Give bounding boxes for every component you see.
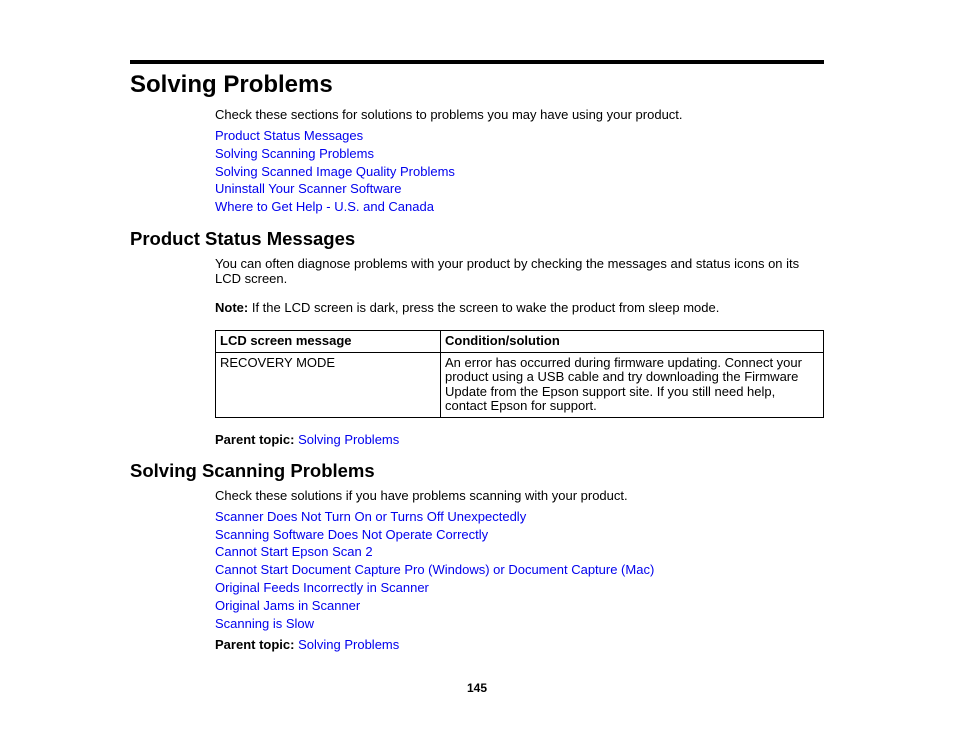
link-cannot-start-epson-scan-2[interactable]: Cannot Start Epson Scan 2 [215,544,373,559]
parent-topic-link[interactable]: Solving Problems [298,432,400,447]
page-number: 145 [466,681,488,695]
column-header-message: LCD screen message [216,331,441,353]
section-intro: Check these sections for solutions to problems you may have using your product. [215,107,683,122]
link-scanning-software-does-not-operate[interactable]: Scanning Software Does Not Operate Correctly [215,527,489,542]
parent-topic-label: Parent topic: [215,637,295,652]
link-scanning-is-slow[interactable]: Scanning is Slow [215,616,314,631]
heading-product-status-messages: Product Status Messages [130,228,356,249]
parent-topic-label: Parent topic: [215,432,295,447]
header-rule [130,60,824,64]
cell-message: RECOVERY MODE [216,352,441,417]
link-cannot-start-document-capture[interactable]: Cannot Start Document Capture Pro (Windows) or Document Capture (Mac) [215,562,655,577]
parent-topic-link[interactable]: Solving Problems [298,637,400,652]
note-text: If the LCD screen is dark, press the screen to wake the product from sleep mode. [248,300,720,315]
scanning-intro: Check these solutions if you have problems scanning with your product. [215,488,628,503]
link-original-jams[interactable]: Original Jams in Scanner [215,598,361,613]
status-table [215,330,824,418]
parent-topic-scanning [215,637,399,652]
link-solving-scanning-problems[interactable]: Solving Scanning Problems [215,146,374,161]
link-original-feeds-incorrectly[interactable]: Original Feeds Incorrectly in Scanner [215,580,429,595]
table-header-row [216,331,824,353]
note-label: Note: [215,300,249,315]
link-scanner-does-not-turn-on[interactable]: Scanner Does Not Turn On or Turns Off Unexpectedly [215,509,527,524]
status-intro: You can often diagnose problems with your product by checking the messages and status icons on its LCD screen. [215,256,800,286]
link-where-to-get-help[interactable]: Where to Get Help - U.S. and Canada [215,199,434,214]
table-row [216,352,824,417]
link-solving-scanned-image-quality-problems[interactable]: Solving Scanned Image Quality Problems [215,164,455,179]
page-title: Solving Problems [130,71,333,98]
cell-solution: An error has occurred during firmware updating. Connect your product using a USB cable and try downloading the Firmware Update from the Epson support site. If you still need help, contact Epson for support. [441,352,824,417]
column-header-solution: Condition/solution [441,331,824,353]
parent-topic-status [215,432,399,447]
link-uninstall-scanner-software[interactable]: Uninstall Your Scanner Software [215,181,402,196]
note [215,300,719,315]
heading-solving-scanning-problems: Solving Scanning Problems [130,460,375,481]
link-product-status-messages[interactable]: Product Status Messages [215,128,364,143]
